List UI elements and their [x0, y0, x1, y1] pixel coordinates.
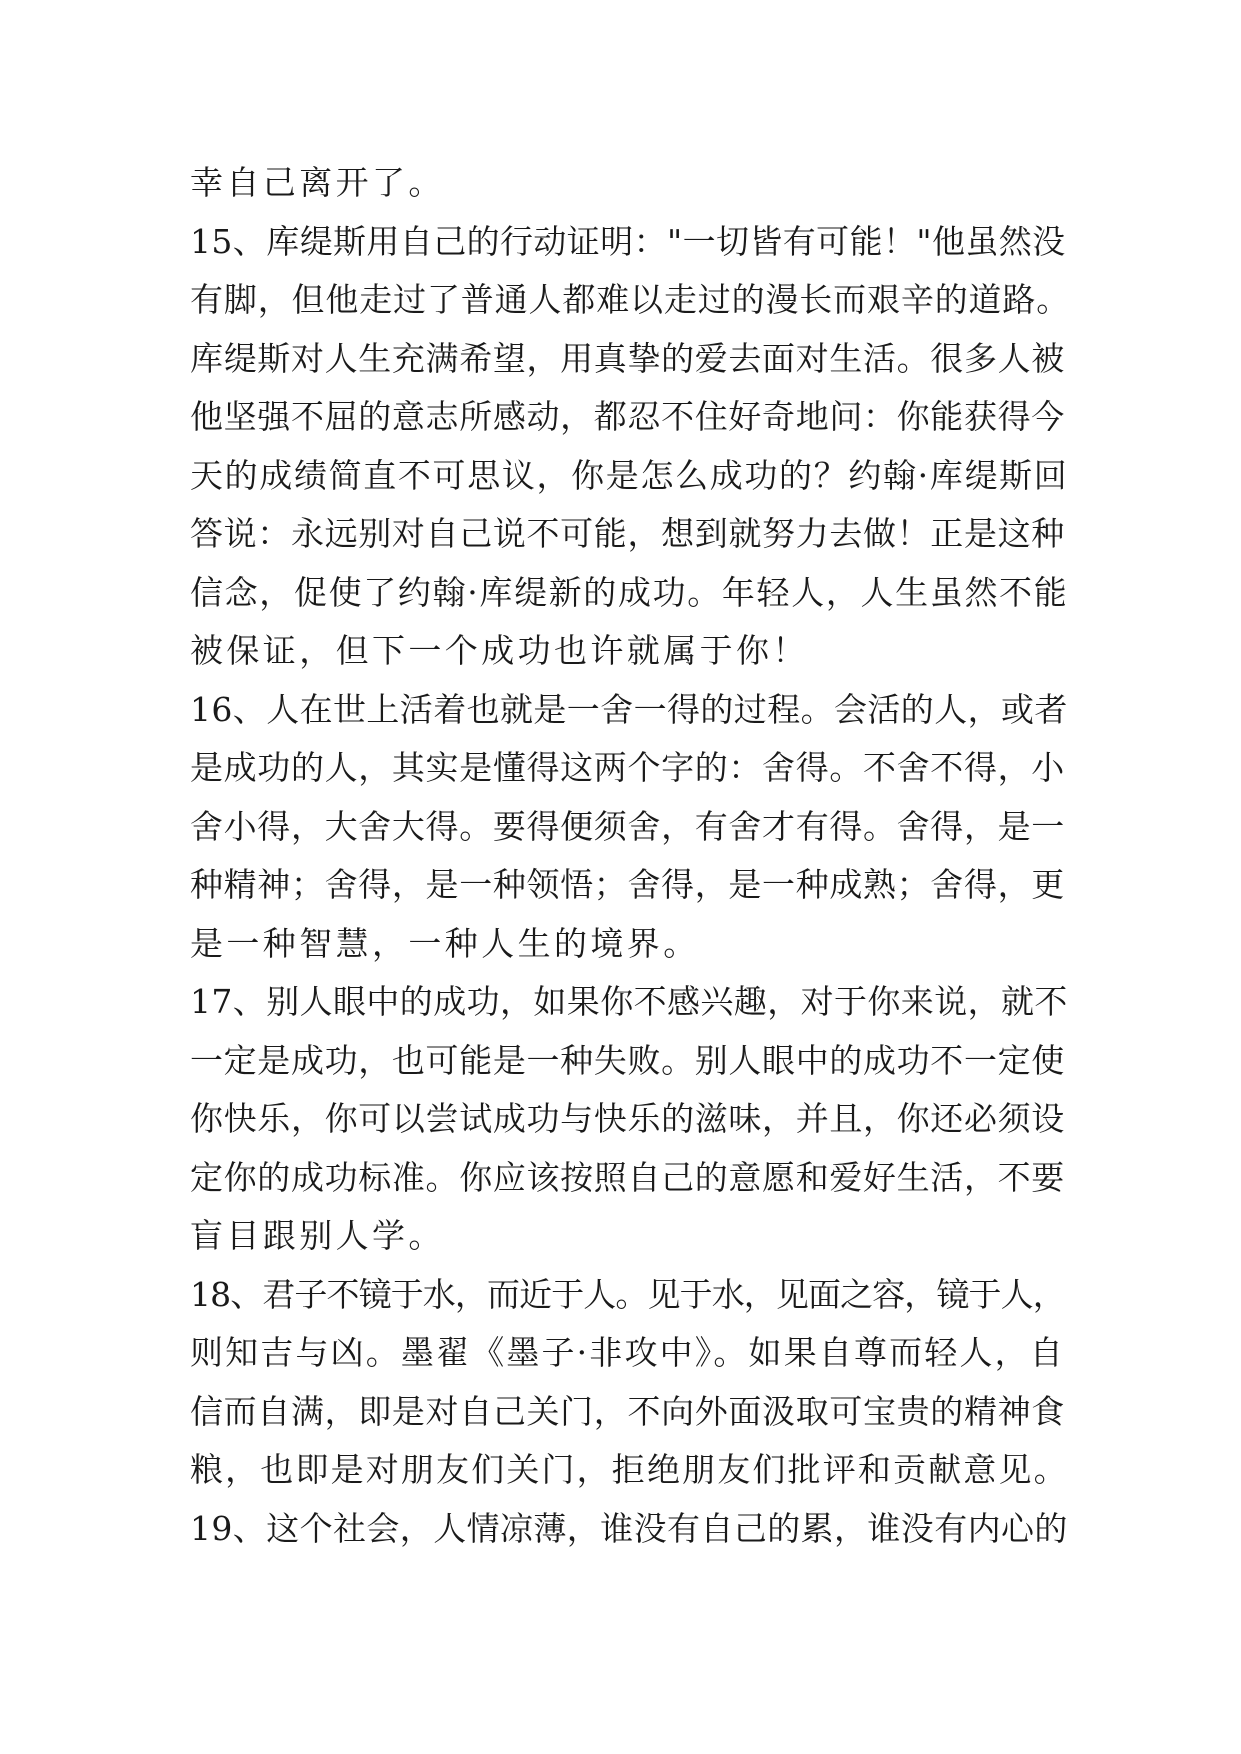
text-line: 天的成绩简直不可思议，你是怎么成功的？约翰·库缇斯回 — [190, 455, 1069, 495]
text-line: 幸自己离开了。 — [190, 163, 445, 202]
text-line: 盲目跟别人学。 — [190, 1216, 445, 1255]
text-line: 库缇斯对人生充满希望，用真挚的爱去面对生活。很多人被 — [190, 338, 1065, 378]
text-line: 是成功的人，其实是懂得这两个字的：舍得。不舍不得，小 — [190, 748, 1065, 787]
text-line: 17、别人眼中的成功，如果你不感兴趣，对于你来说，就不 — [190, 982, 1068, 1021]
text-line: 信而自满，即是对自己关门，不向外面汲取可宝贵的精神食 — [190, 1391, 1065, 1431]
text-line: 15、库缇斯用自己的行动证明："一切皆有可能！"他虽然没 — [190, 221, 1066, 261]
text-line: 信念，促使了约翰·库缇新的成功。年轻人，人生虽然不能 — [190, 572, 1069, 612]
text-line: 他坚强不屈的意志所感动，都忍不住好奇地问：你能获得今 — [190, 397, 1065, 436]
text-line: 18、君子不镜于水，而近于人。见于水，见面之容，镜于人， — [190, 1274, 1065, 1314]
text-line: 种精神；舍得，是一种领悟；舍得，是一种成熟；舍得，更 — [190, 865, 1065, 904]
text-line: 是一种智慧，一种人生的境界。 — [190, 923, 700, 963]
text-line: 有脚，但他走过了普通人都难以走过的漫长而艰辛的道路。 — [190, 280, 1071, 319]
text-line: 16、人在世上活着也就是一舍一得的过程。会活的人，或者 — [190, 689, 1068, 729]
text-line: 19、这个社会，人情凉薄，谁没有自己的累，谁没有内心的 — [190, 1508, 1068, 1548]
text-line: 你快乐，你可以尝试成功与快乐的滋味，并且，你还必须设 — [190, 1099, 1065, 1138]
text-line: 粮，也即是对朋友们关门，拒绝朋友们批评和贡献意见。 — [190, 1450, 1069, 1489]
text-line: 定你的成功标准。你应该按照自己的意愿和爱好生活，不要 — [190, 1157, 1065, 1197]
text-line: 则知吉与凶。墨翟《墨子·非攻中》。如果自尊而轻人，自 — [190, 1333, 1065, 1372]
text-line: 舍小得，大舍大得。要得便须舍，有舍才有得。舍得，是一 — [190, 806, 1065, 846]
body-text — [190, 154, 1070, 1558]
text-line: 被保证，但下一个成功也许就属于你！ — [190, 631, 809, 670]
text-line: 答说：永远别对自己说不可能，想到就努力去做！正是这种 — [190, 514, 1065, 553]
text-line: 一定是成功，也可能是一种失败。别人眼中的成功不一定使 — [190, 1040, 1065, 1080]
